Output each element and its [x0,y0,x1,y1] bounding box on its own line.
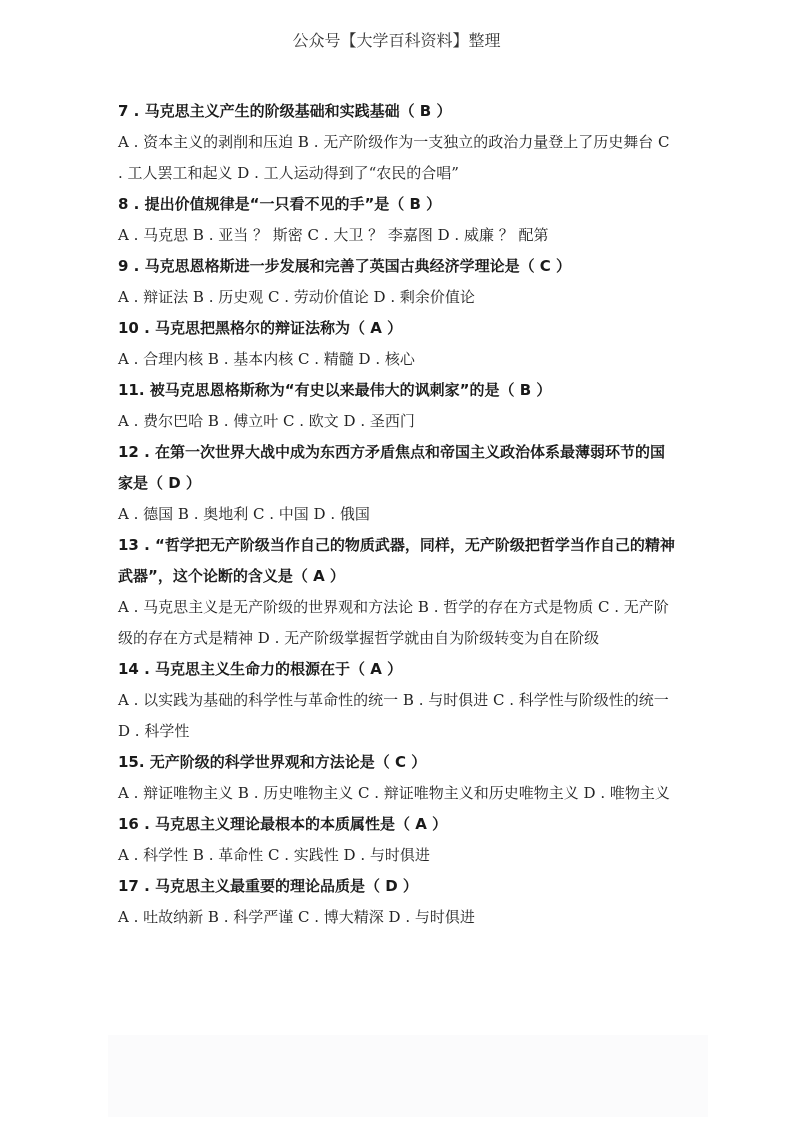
question-16: 16 . 马克思主义理论最根本的本质属性是（ A ） [118,815,448,833]
question-10: 10 . 马克思把黑格尔的辩证法称为（ A ） [118,319,403,337]
question-12: 12 . 在第一次世界大战中成为东西方矛盾焦点和帝国主义政治体系最薄弱环节的国家是（ D ） [118,443,666,492]
options-14: A . 以实践为基础的科学性与革命性的统一 B . 与时俱进 C . 科学性与阶级性的统一 D . 科学性 [118,691,669,740]
question-7: 7 . 马克思主义产生的阶级基础和实践基础（ B ） [118,102,452,120]
question-9: 9 . 马克思恩格斯进一步发展和完善了英国古典经济学理论是（ C ） [118,257,572,275]
options-9: A . 辩证法 B . 历史观 C . 劳动价值论 D . 剩余价值论 [118,288,475,306]
question-8: 8 . 提出价值规律是“一只看不见的手”是（ B ） [118,195,442,213]
question-17: 17 . 马克思主义最重要的理论品质是（ D ） [118,877,418,895]
options-13: A . 马克思主义是无产阶级的世界观和方法论 B . 哲学的存在方式是物质 C . 无产阶级的存在方式是精神 D . 无产阶级掌握哲学就由自为阶级转变为自在阶级 [118,598,669,647]
question-14: 14 . 马克思主义生命力的根源在于（ A ） [118,660,403,678]
options-15: A . 辩证唯物主义 B . 历史唯物主义 C . 辩证唯物主义和历史唯物主义 D . 唯物主义 [118,784,670,802]
options-17: A . 吐故纳新 B . 科学严谨 C . 博大精深 D . 与时俱进 [118,908,475,926]
options-8: A . 马克思 B . 亚当 ？ 斯密 C . 大卫 ？ 李嘉图 D . 威廉 ？ 配第 [118,226,549,244]
question-13: 13 . “哲学把无产阶级当作自己的物质武器，同样，无产阶级把哲学当作自己的精神武器”，这个论断的含义是（ A ） [118,536,675,585]
options-10: A . 合理内核 B . 基本内核 C . 精髓 D . 核心 [118,350,415,368]
options-7: A . 资本主义的剥削和压迫 B . 无产阶级作为一支独立的政治力量登上了历史舞台 C . 工人罢工和起义 D . 工人运动得到了“农民的合唱” [118,133,670,182]
page-header: 公众号【大学百科资料】整理 [292,31,501,50]
options-12: A . 德国 B . 奥地利 C . 中国 D . 俄国 [118,505,370,523]
question-15: 15. 无产阶级的科学世界观和方法论是（ C ） [118,753,427,771]
question-11: 11. 被马克思恩格斯称为“有史以来最伟大的讽刺家”的是（ B ） [118,381,552,399]
question-list [118,96,678,933]
options-16: A . 科学性 B . 革命性 C . 实践性 D . 与时俱进 [118,846,430,864]
footer-watermark-band [108,1035,708,1117]
options-11: A . 费尔巴哈 B . 傅立叶 C . 欧文 D . 圣西门 [118,412,415,430]
